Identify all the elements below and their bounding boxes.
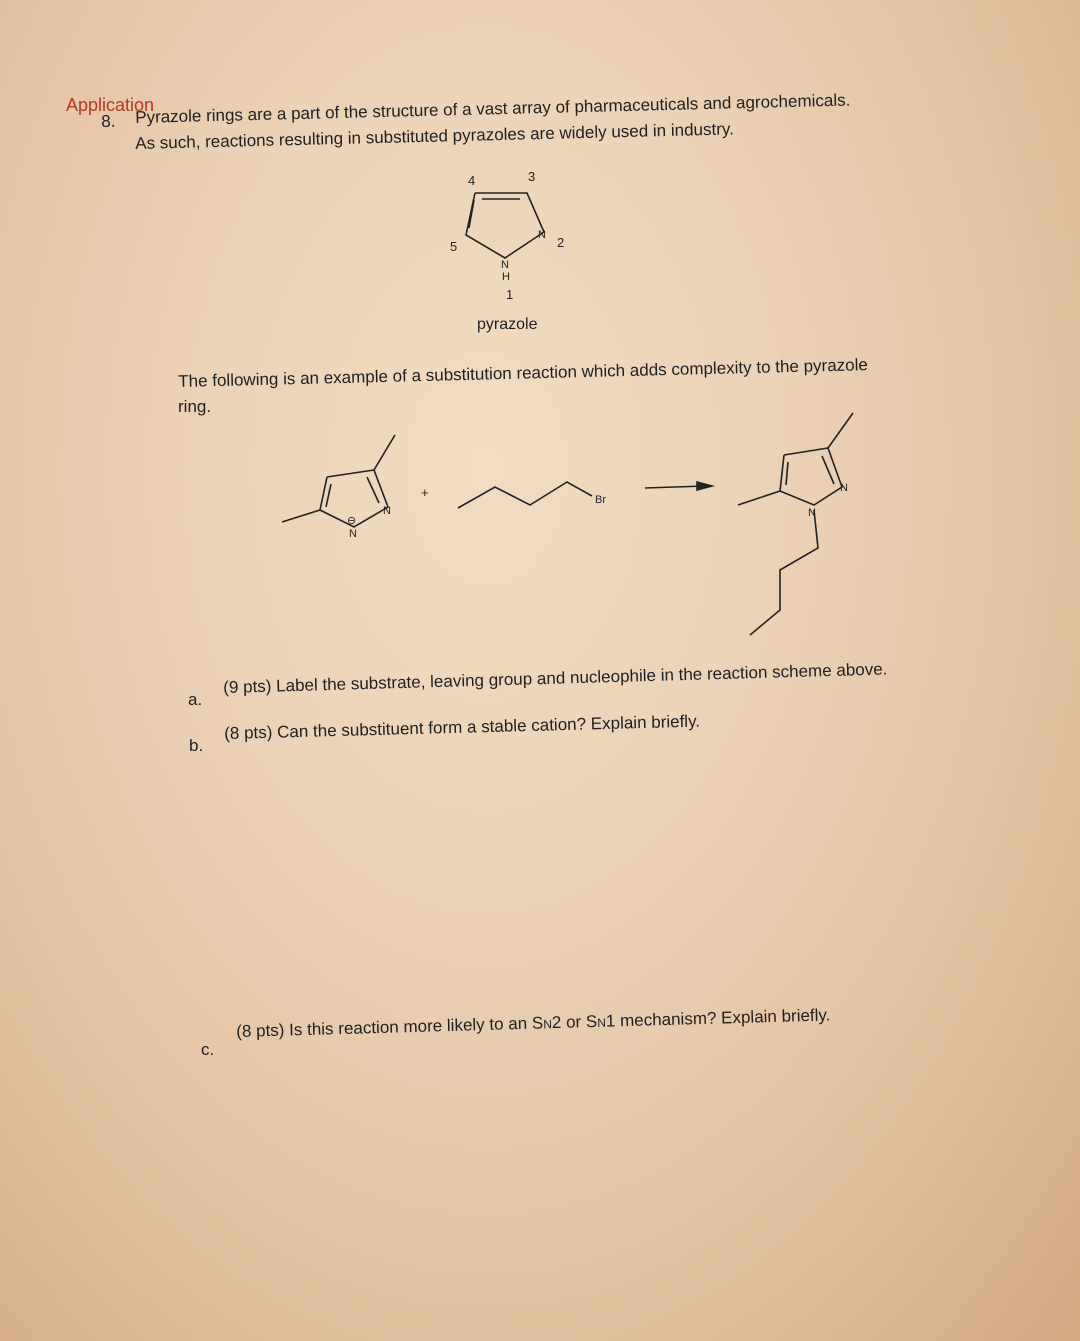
pyrazole-structure [450,169,564,302]
part-a-letter: a. [188,690,203,709]
pyrazole-n1: N [501,259,509,271]
position-1: 1 [506,287,514,302]
part-a-text: (9 pts) Label the substrate, leaving group and nucleophile in the reaction scheme above. [223,659,888,697]
part-b-text: (8 pts) Can the substituent form a stable cation? Explain briefly. [224,711,701,743]
example-line-1: The following is an example of a substitution reaction which adds complexity to the pyrazole [178,355,869,391]
pyrazole-h: H [502,271,510,283]
position-5: 5 [450,239,458,254]
pyrazole-caption: pyrazole [477,316,538,333]
position-3: 3 [528,169,536,184]
part-c-text: (8 pts) Is this reaction more likely to an SN2 or SN1 mechanism? Explain briefly. [236,1005,831,1041]
anion-n-bottom: N [349,528,357,540]
product-n-bottom: N [808,507,816,519]
pyrazole-n2: N [538,229,546,241]
substituted-pyrazole-product [738,413,853,635]
example-line-2: ring. [178,397,212,416]
negative-charge: ⊖ [347,515,357,527]
position-2: 2 [557,235,565,250]
part-c-letter: c. [201,1040,215,1059]
position-4: 4 [468,173,476,188]
product-n-right: N [840,482,848,494]
anion-n-right: N [383,505,391,517]
question-line-2: As such, reactions resulting in substituted pyrazoles are widely used in industry. [135,119,735,153]
reaction-arrow [645,482,712,490]
bromine-atom: Br [595,494,606,506]
section-label: Application [66,95,155,115]
plus-sign: + [421,485,429,500]
question-line-1: Pyrazole rings are a part of the structure of a vast array of pharmaceuticals and agrochemicals. [135,90,851,127]
question-number: 8. [101,111,116,131]
alkyl-bromide [458,482,606,508]
part-b-letter: b. [189,736,204,755]
pyrazolide-anion [282,435,395,540]
